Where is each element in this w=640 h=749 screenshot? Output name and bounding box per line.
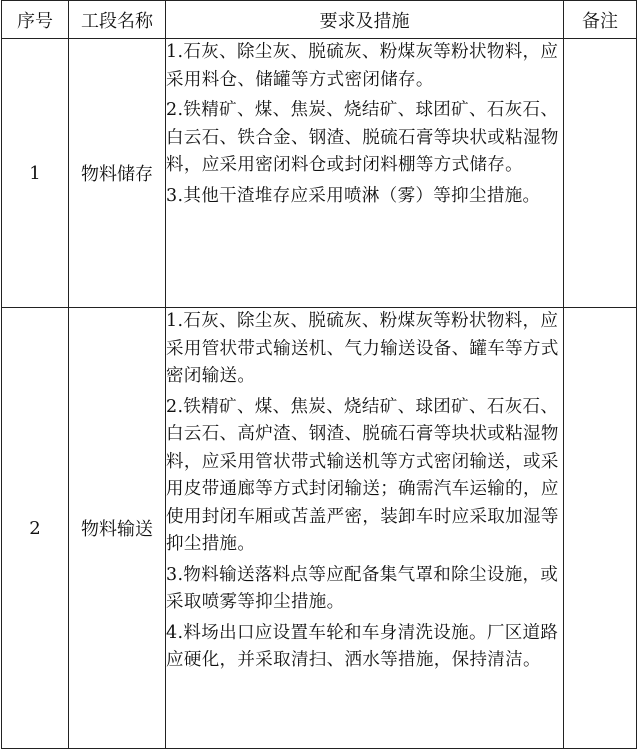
requirement-item: 2.铁精矿、煤、焦炭、烧结矿、球团矿、石灰石、白云石、铁合金、钢渣、脱硫石膏等块状或粘湿物料，应采用密闭料仓或封闭料棚等方式储存。	[166, 100, 559, 175]
notes-cell	[564, 39, 637, 308]
section-name: 物料储存	[69, 39, 166, 308]
row-number: 2	[2, 308, 69, 749]
requirement-item: 1.石灰、除尘灰、脱硫灰、粉煤灰等粉状物料，应采用管状带式输送机、气力输送设备、罐车等方式密闭输送。	[166, 311, 559, 386]
header-notes: 备注	[564, 1, 637, 39]
header-section-name: 工段名称	[69, 1, 166, 39]
section-name: 物料输送	[69, 308, 166, 749]
requirement-item: 2.铁精矿、煤、焦炭、烧结矿、球团矿、石灰石、白云石、高炉渣、钢渣、脱硫石膏等块状或粘湿物料，应采用管状带式输送机等方式密闭输送，或采用皮带通廊等方式封闭输送；确需汽车运输的，应使用封闭车厢或苫盖严密，装卸车时应采取加湿等抑尘措施。	[166, 396, 559, 554]
table-header-row	[2, 1, 637, 39]
requirement-item: 4.料场出口应设置车轮和车身清洗设施。厂区道路应硬化，并采取清扫、洒水等措施，保持清洁。	[166, 622, 559, 670]
requirement-item: 1.石灰、除尘灰、脱硫灰、粉煤灰等粉状物料，应采用料仓、储罐等方式密闭储存。	[166, 42, 559, 90]
requirements-table	[1, 0, 637, 749]
requirements-cell	[166, 39, 564, 308]
header-number: 序号	[2, 1, 69, 39]
requirement-item: 3.其他干渣堆存应采用喷淋（雾）等抑尘措施。	[166, 185, 541, 206]
requirement-item: 3.物料输送落料点等应配备集气罩和除尘设施，或采取喷雾等抑尘措施。	[166, 564, 559, 612]
requirements-cell	[166, 308, 564, 749]
notes-cell	[564, 308, 637, 749]
row-number: 1	[2, 39, 69, 308]
table-row	[2, 39, 637, 308]
header-requirements: 要求及措施	[166, 1, 564, 39]
table-row	[2, 308, 637, 749]
